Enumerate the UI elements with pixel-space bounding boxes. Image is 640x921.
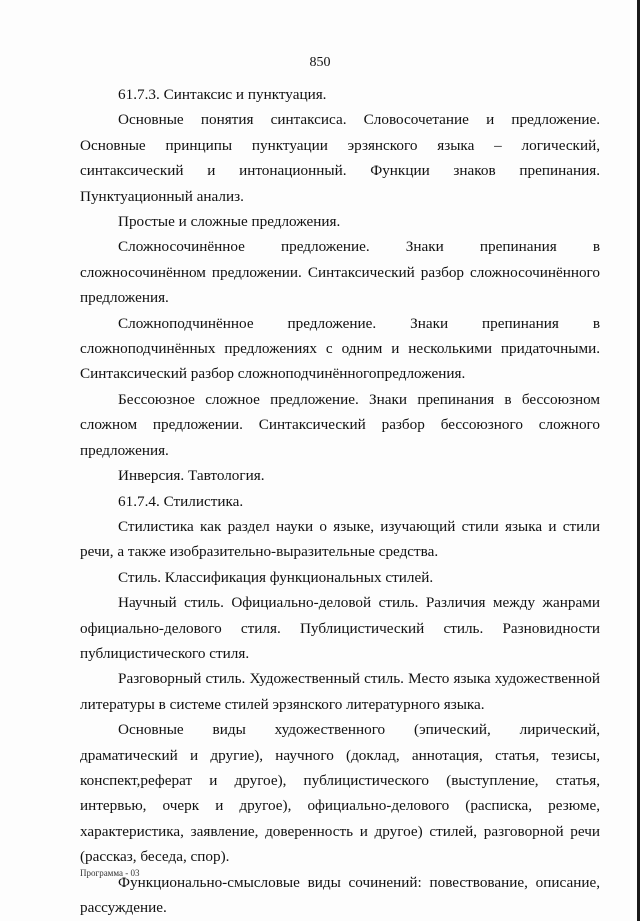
paragraph: Простые и сложные предложения. [118, 213, 341, 231]
paragraph: Основные понятия синтаксиса. Словосочетание и предложение. Основные принципы пунктуации эрзянского языка – логический, синтаксический и интонационный. Функции знаков препинания. Пунктуационный анализ. [80, 111, 600, 205]
document-body [80, 82, 600, 920]
paragraph: Научный стиль. Официально-деловой стиль. Различия между жанрами официально-делового стиля. Публицистический стиль. Разновидности публицистического стиля. [80, 594, 600, 662]
paragraph: Основные виды художественного (эпический, лирический, драматический и другие), научного (доклад, аннотация, статья, тезисы, конспект,реферат и другое), публицистического (выступление, статья, интервью, очерк и другое), официально-делового (расписка, резюме, характеристика, заявление, доверенность и другое) стилей, разговорной речи (рассказ, беседа, спор). [80, 721, 600, 866]
paragraph: Бессоюзное сложное предложение. Знаки препинания в бессоюзном сложном предложении. Синтаксический разбор бессоюзного сложного предложения. [80, 390, 600, 459]
page-number: 850 [309, 55, 331, 70]
paragraph: Функционально-смысловые виды сочинений: повествование, описание, рассуждение. [80, 873, 600, 916]
paragraph: Инверсия. Тавтология. [118, 467, 265, 485]
section-heading-syntax: 61.7.3. Синтаксис и пунктуация. [118, 86, 327, 103]
paragraph: Стиль. Классификация функциональных стилей. [118, 568, 434, 586]
paragraph: Стилистика как раздел науки о языке, изучающий стили языка и стили речи, а также изобразительно-выразительные средства. [80, 517, 600, 561]
paragraph: Сложносочинённое предложение. Знаки препинания в сложносочинённом предложении. Синтаксический разбор сложносочинённого предложения. [80, 238, 600, 307]
paragraph: Разговорный стиль. Художественный стиль. Место языка художественной литературы в системе стилей эрзянского литературного языка. [80, 670, 600, 713]
section-heading-stylistics: 61.7.4. Стилистика. [118, 492, 244, 510]
page-footer: Программа - 03 [80, 868, 140, 878]
paragraph: Сложноподчинённое предложение. Знаки препинания в сложноподчинённых предложениях с одним и несколькими придаточными. Синтаксический разбор сложноподчинённогопредложения. [80, 314, 600, 383]
